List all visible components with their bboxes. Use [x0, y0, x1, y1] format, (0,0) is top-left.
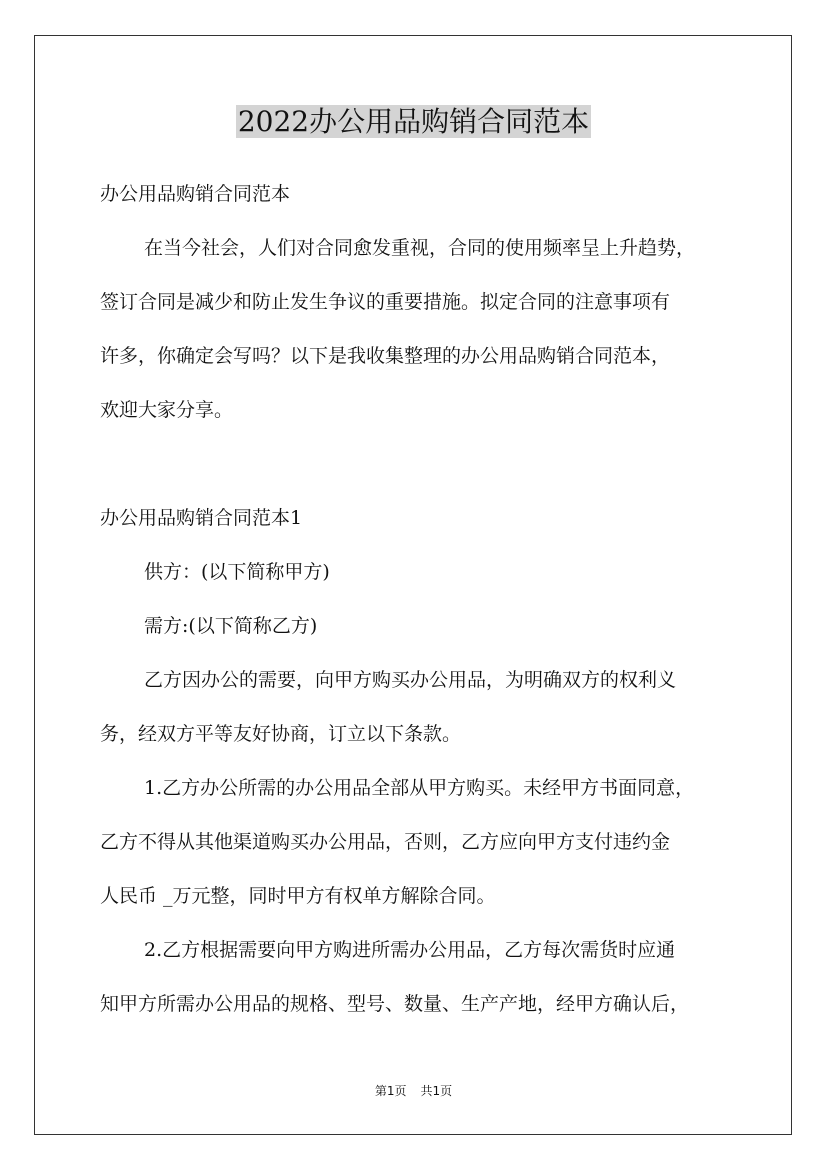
clause-line: 人民币 _万元整，同时甲方有权单方解除合同。 — [100, 885, 496, 907]
document-title — [0, 100, 827, 144]
page-footer — [0, 1083, 827, 1099]
intro-line: 欢迎大家分享。 — [100, 399, 234, 421]
supplier-line: 供方：(以下简称甲方) — [144, 561, 330, 583]
clause-line: 2.乙方根据需要向甲方购进所需办公用品，乙方每次需货时应通 — [144, 939, 676, 961]
intro-line: 许多，你确定会写吗？以下是我收集整理的办公用品购销合同范本， — [100, 345, 671, 367]
paragraph-line: 乙方因办公的需要，向甲方购买办公用品，为明确双方的权利义 — [144, 669, 677, 691]
document-title-text: 2022办公用品购销合同范本 — [237, 105, 590, 138]
page-number-current: 第1页 — [374, 1084, 407, 1098]
document-subtitle: 办公用品购销合同范本 — [100, 183, 291, 205]
paragraph-line: 务，经双方平等友好协商，订立以下条款。 — [100, 723, 462, 745]
intro-line: 签订合同是减少和防止发生争议的重要措施。拟定合同的注意事项有 — [100, 291, 671, 313]
section-heading: 办公用品购销合同范本1 — [100, 507, 303, 529]
clause-line: 乙方不得从其他渠道购买办公用品，否则，乙方应向甲方支付违约金 — [100, 831, 671, 853]
clause-line: 1.乙方办公所需的办公用品全部从甲方购买。未经甲方书面同意， — [144, 777, 695, 799]
clause-line: 知甲方所需办公用品的规格、型号、数量、生产产地，经甲方确认后， — [100, 993, 690, 1015]
page-number-total: 共1页 — [420, 1084, 453, 1098]
buyer-line: 需方:(以下简称乙方) — [144, 615, 318, 637]
intro-line: 在当今社会，人们对合同愈发重视，合同的使用频率呈上升趋势， — [144, 237, 696, 259]
